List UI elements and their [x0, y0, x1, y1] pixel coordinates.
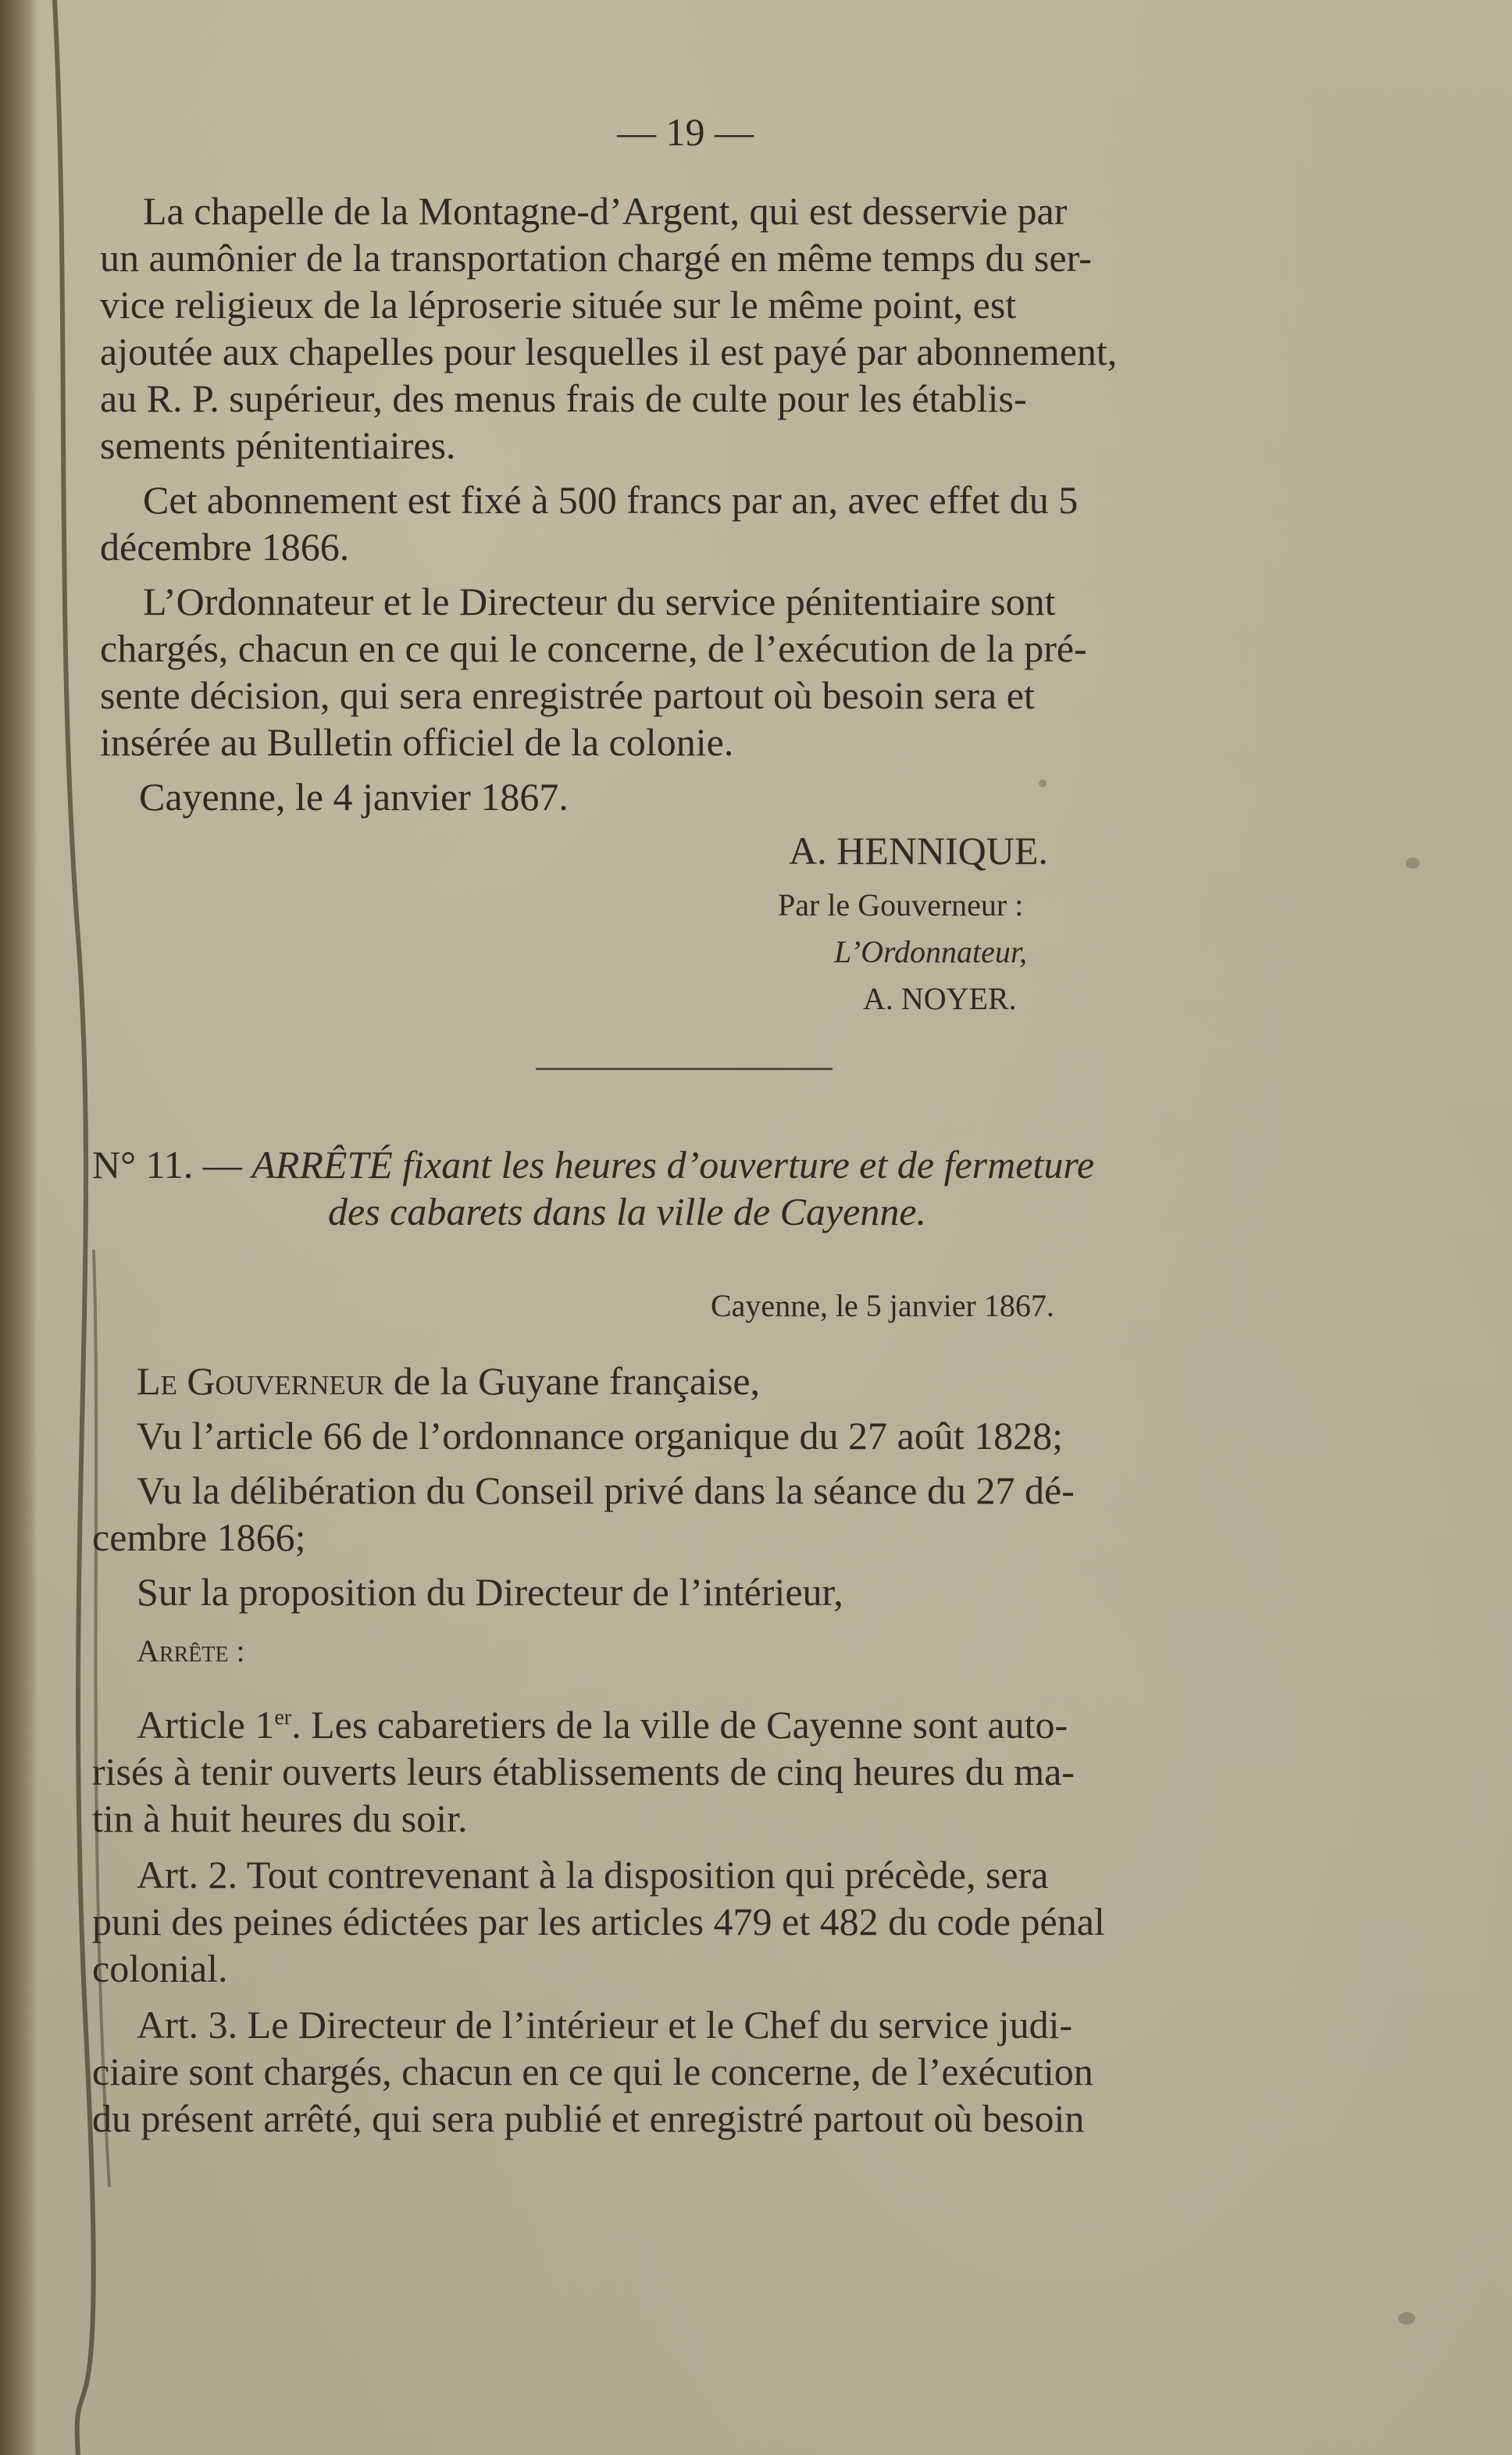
para2-line: Cet abonnement est fixé à 500 francs par an, avec effet du 5 — [143, 478, 1079, 522]
page-number: — 19 — — [617, 110, 754, 154]
decree-vu1: Vu l’article 66 de l’ordonnance organique du 27 août 1828; — [137, 1414, 1064, 1458]
decree-title-line1: ARRÊTÉ fixant les heures d’ouverture et de fermeture — [251, 1143, 1095, 1186]
place-date: Cayenne, le 4 janvier 1867. — [139, 775, 569, 819]
decree-arrete: Arrête : — [137, 1633, 245, 1668]
article-2-line: colonial. — [92, 1947, 228, 1990]
article-1-line: risés à tenir ouverts leurs établissements de cinq heures du ma- — [92, 1750, 1075, 1793]
signature-role: L’Ordonnateur, — [834, 934, 1028, 969]
paper-spot — [1398, 2312, 1415, 2325]
decree-proposition: Sur la proposition du Directeur de l’intérieur, — [137, 1570, 843, 1614]
article-1-rest: . Les cabaretiers de la ville de Cayenne sont auto- — [291, 1703, 1068, 1747]
article-1-prefix: Article 1 — [137, 1703, 275, 1747]
signature-by: Par le Gouverneur : — [778, 887, 1024, 922]
page-binding — [0, 0, 37, 2455]
article-1-line: tin à huit heures du soir. — [92, 1797, 468, 1840]
para3-line: sente décision, qui sera enregistrée partout où besoin sera et — [100, 673, 1035, 717]
decree-title-line2: des cabarets dans la ville de Cayenne. — [328, 1190, 927, 1233]
signature-name: A. HENNIQUE. — [789, 829, 1048, 872]
paper-spot — [1406, 858, 1420, 869]
governor-rest: de la Guyane française, — [383, 1359, 761, 1403]
decree-vu2-line: Vu la délibération du Conseil privé dans la séance du 27 dé- — [137, 1468, 1075, 1512]
article-1-sup: er — [274, 1705, 292, 1730]
article-2-line: Art. 2. Tout contrevenant à la disposition qui précède, sera — [137, 1853, 1049, 1897]
decree-heading — [92, 1142, 1094, 1187]
para3-line: insérée au Bulletin officiel de la colonie. — [100, 720, 734, 764]
para2-line: décembre 1866. — [100, 525, 350, 569]
decree-governor — [137, 1358, 760, 1404]
para1-line: un aumônier de la transportation chargé en même temps du ser- — [100, 236, 1092, 280]
decree-vu2-line: cembre 1866; — [92, 1515, 306, 1559]
article-1 — [137, 1701, 1068, 1748]
para1-line: au R. P. supérieur, des menus frais de culte pour les établis- — [100, 376, 1027, 420]
para3-line: chargés, chacun en ce qui le concerne, de l’exécution de la pré- — [100, 626, 1087, 670]
para1-line: La chapelle de la Montagne-d’Argent, qui est desservie par — [143, 189, 1068, 233]
governor-prefix: Le Gouverneur — [137, 1359, 384, 1403]
signature-signer: A. NOYER. — [863, 981, 1017, 1016]
article-3-line: ciaire sont chargés, chacun en ce qui le concerne, de l’exécution — [92, 2050, 1093, 2093]
article-2-line: puni des peines édictées par les articles 479 et 482 du code pénal — [92, 1900, 1105, 1943]
decree-place-date: Cayenne, le 5 janvier 1867. — [711, 1288, 1054, 1323]
para1-line: ajoutée aux chapelles pour lesquelles il est payé par abonnement, — [100, 330, 1118, 373]
decree-number: N° 11. — — [92, 1143, 242, 1186]
section-divider — [536, 1068, 833, 1070]
para1-line: vice religieux de la léproserie située sur le même point, est — [100, 283, 1017, 327]
article-3-line: du présent arrêté, qui sera publié et enregistré partout où besoin — [92, 2096, 1085, 2140]
paper-spot — [1039, 780, 1047, 787]
para1-line: sements pénitentiaires. — [100, 423, 456, 467]
para3-line: L’Ordonnateur et le Directeur du service pénitentiaire sont — [143, 580, 1056, 623]
article-3-line: Art. 3. Le Directeur de l’intérieur et le Chef du service judi- — [137, 2003, 1073, 2046]
